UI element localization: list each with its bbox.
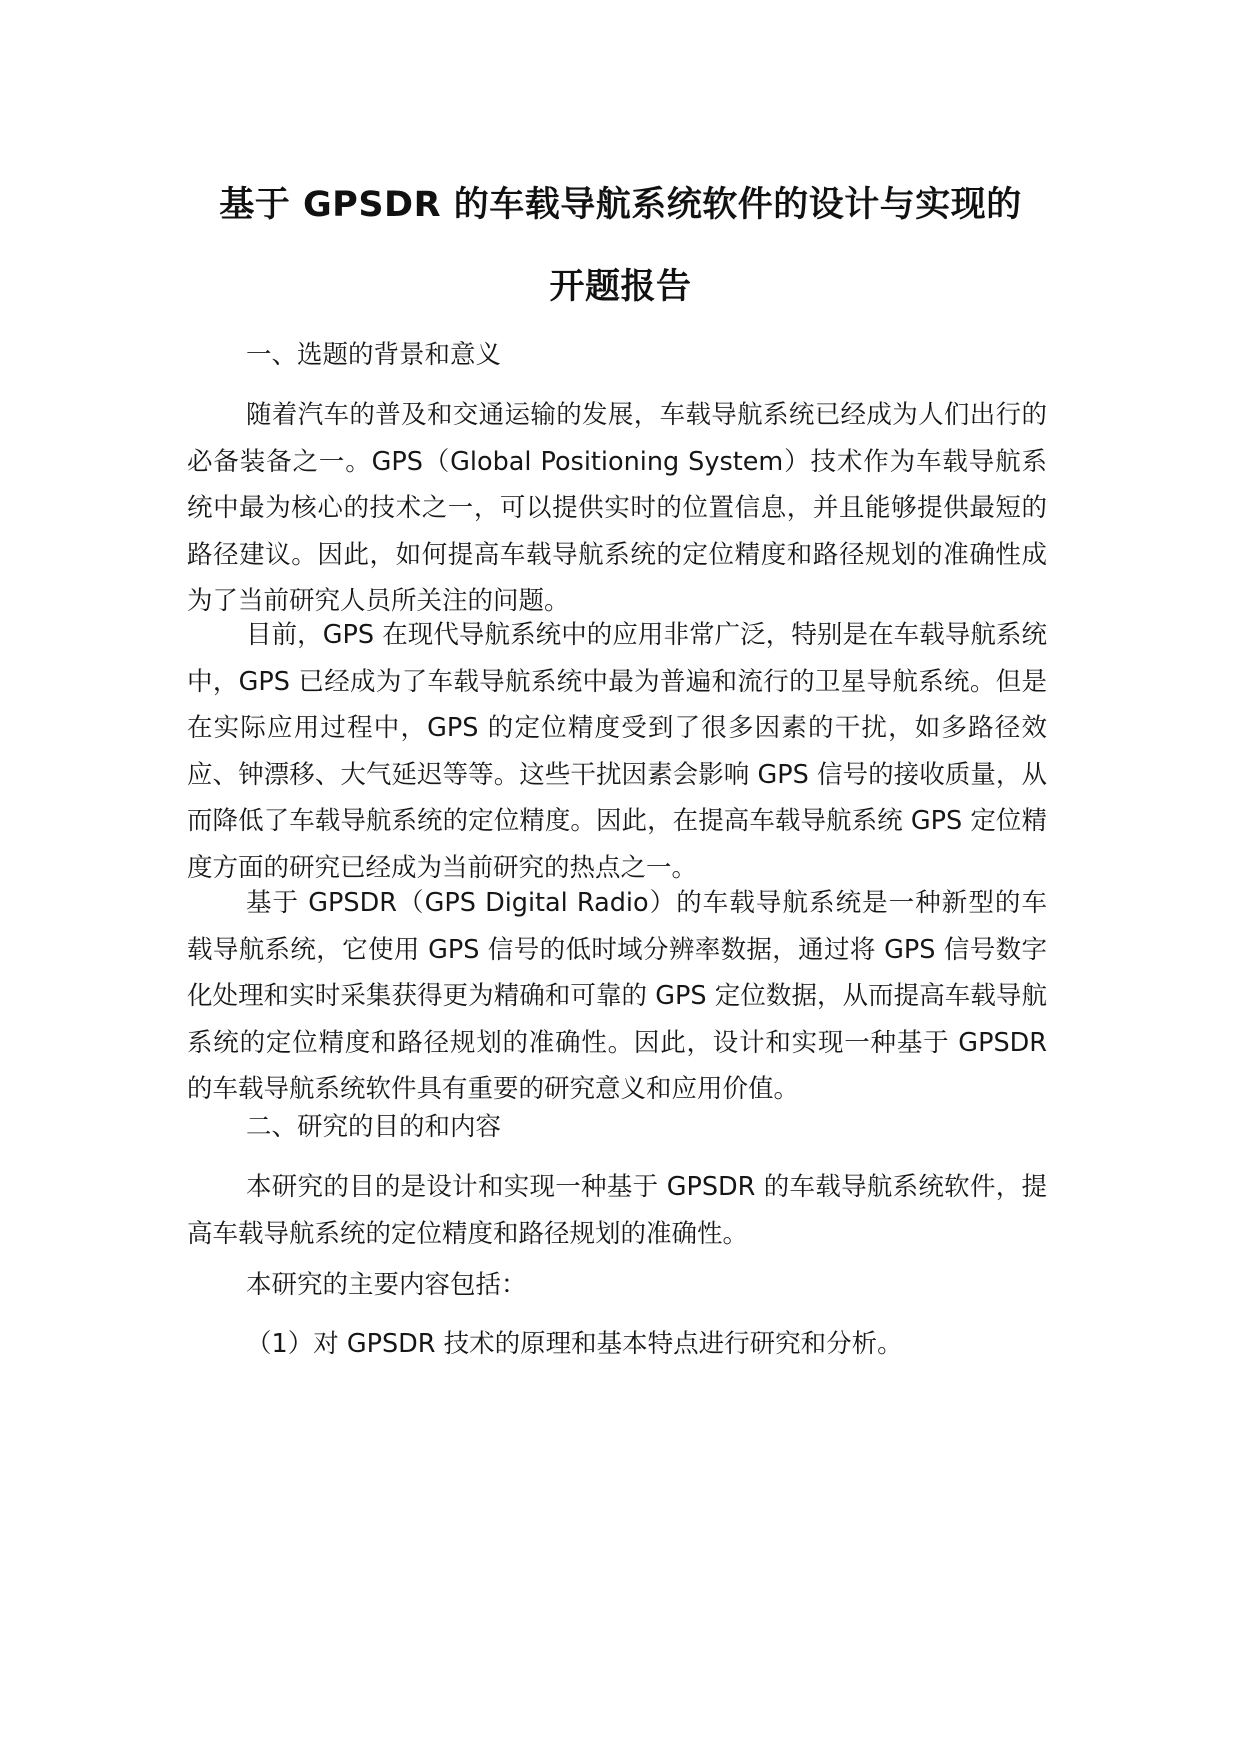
- section-1-heading: 一、选题的背景和意义: [246, 340, 502, 370]
- section-2-list-item-1: （1）对 GPSDR 技术的原理和基本特点进行研究和分析。: [246, 1329, 903, 1359]
- document-title-line-2: 开题报告: [549, 267, 692, 307]
- section-1-paragraph-1: 随着汽车的普及和交通运输的发展，车载导航系统已经成为人们出行的必备装备之一。GPS（Global Positioning System）技术作为车载导航系统中最为核心的技术之一，可以提供实时的位置信息，并且能够提供最短的路径建议。因此，如何提高车载导航系统的定位精度和路径规划的准确性成为了当前研究人员所关注的问题。: [187, 400, 1047, 617]
- section-2-heading: 二、研究的目的和内容: [246, 1112, 502, 1142]
- section-1-paragraph-2: 目前，GPS 在现代导航系统中的应用非常广泛，特别是在车载导航系统中，GPS 已经成为了车载导航系统中最为普遍和流行的卫星导航系统。但是在实际应用过程中，GPS 的定位精度受到了很多因素的干扰，如多路径效应、钟漂移、大气延迟等等。这些干扰因素会影响 GPS 信号的接收质量，从而降低了车载导航系统的定位精度。因此，在提高车载导航系统 GPS 定位精度方面的研究已经成为当前研究的热点之一。: [187, 620, 1047, 883]
- document-title-line-1: 基于 GPSDR 的车载导航系统软件的设计与实现的: [219, 185, 1022, 225]
- section-1-paragraph-3: 基于 GPSDR（GPS Digital Radio）的车载导航系统是一种新型的车载导航系统，它使用 GPS 信号的低时域分辨率数据，通过将 GPS 信号数字化处理和实时采集获得更为精确和可靠的 GPS 定位数据，从而提高车载导航系统的定位精度和路径规划的准确性。因此，设计和实现一种基于 GPSDR 的车载导航系统软件具有重要的研究意义和应用价值。: [187, 888, 1047, 1105]
- section-2-paragraph-1: 本研究的目的是设计和实现一种基于 GPSDR 的车载导航系统软件，提高车载导航系统的定位精度和路径规划的准确性。: [187, 1172, 1047, 1249]
- section-2-paragraph-2: 本研究的主要内容包括：: [246, 1270, 527, 1300]
